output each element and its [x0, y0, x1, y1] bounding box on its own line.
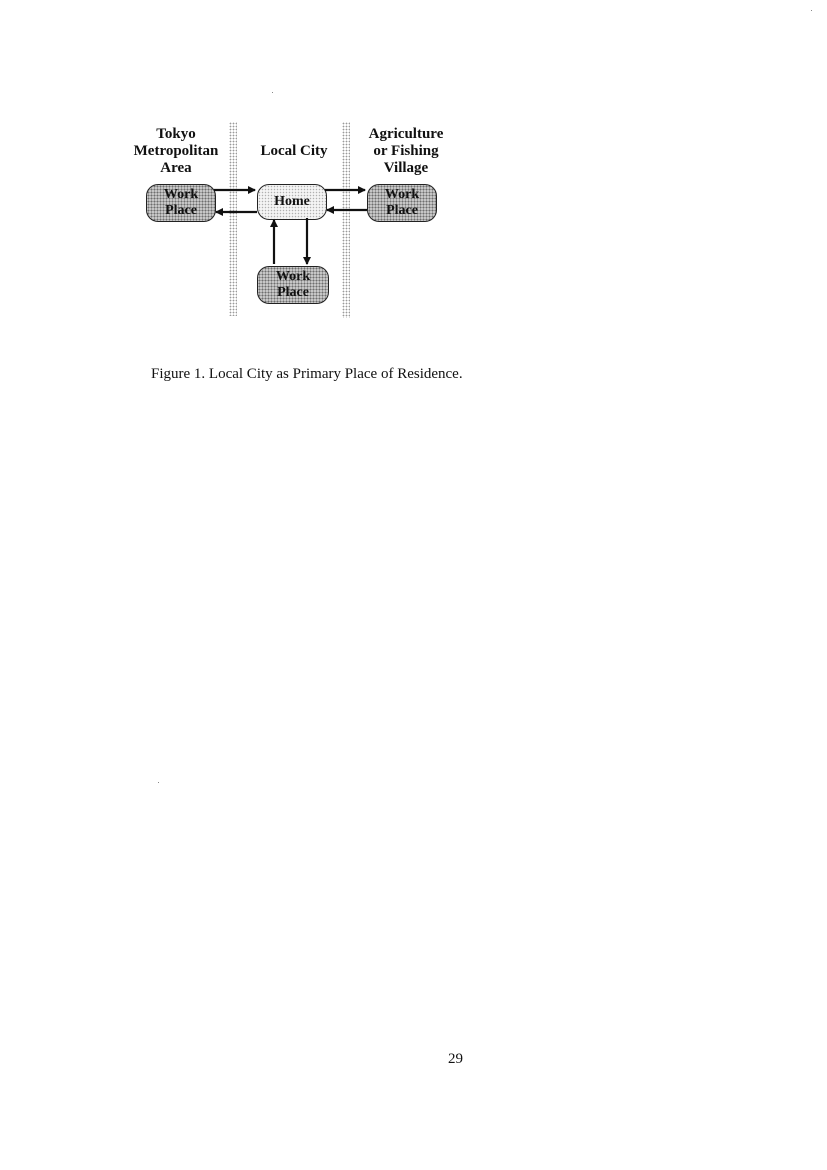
figure-caption: Figure 1. Local City as Primary Place of Residence. [151, 366, 463, 382]
page-number: 29 [448, 1051, 463, 1067]
work-place-label-line2: Place [165, 203, 197, 218]
label-local-city: Local City [260, 143, 328, 159]
work-place-label-line2: Place [386, 203, 418, 218]
work-place-label-line1: Work [384, 187, 420, 202]
work-place-label-line2: Place [277, 285, 309, 300]
work-place-label-line1: Work [275, 269, 311, 284]
home-label: Home [274, 194, 310, 209]
label-agriculture-village: Agriculture or Fishing Village [368, 126, 444, 176]
scan-speck [272, 92, 273, 93]
commute-diagram [0, 0, 827, 340]
scan-speck [158, 782, 159, 783]
work-place-label-line1: Work [163, 187, 199, 202]
label-tokyo-metropolitan-area: Tokyo Metropolitan Area [133, 126, 219, 176]
commute-arrows [0, 0, 827, 340]
scan-speck [811, 10, 812, 11]
